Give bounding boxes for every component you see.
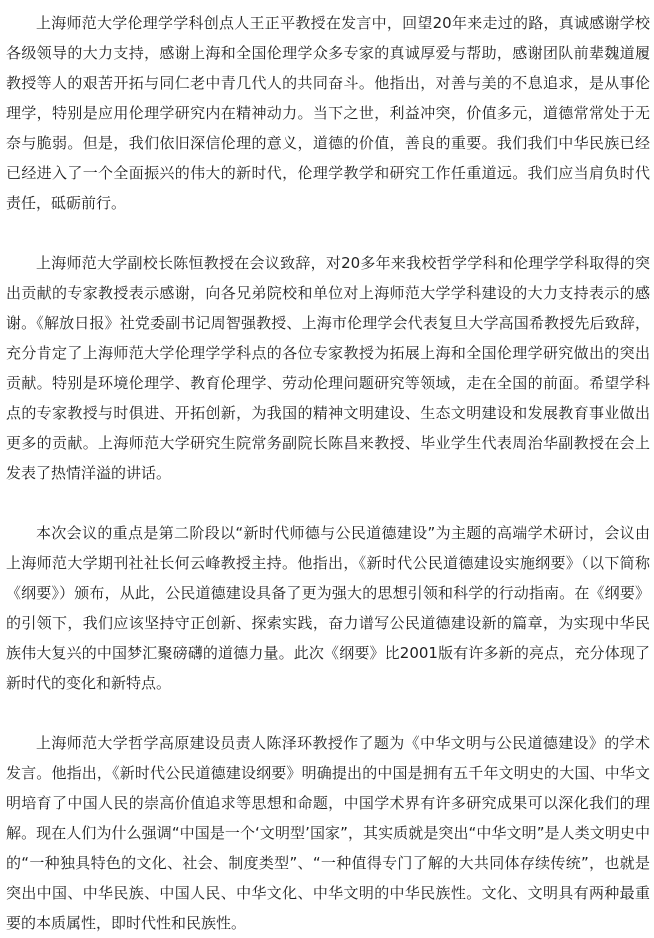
paragraph-chen-zehuan-speech: 上海师范大学哲学高原建设员责人陈泽环教授作了题为《中华文明与公民道德建设》的学术发言。他指出，《新时代公民道德建设纲要》明确提出的中国是拥有五千年文明史的大国、中华文明培育了中国人民的崇高价值追求等思想和命题，中国学术界有许多研究成果可以深化我们的理解。现在人们为什么强调“中国是一个‘文明型’国家”，其实质就是突出“中华文明”是人类文明史中的“一种独具特色的文化、社会、制度类型”、“一种值得专门了解的大共同体存续传统”，也就是突出中国、中华民族、中国人民、中华文化、中华文明的中华民族性。文化、文明具有两种最重要的本质属性，即时代性和民族性。 (6, 734, 650, 932)
paragraph-wang-zhengping-speech: 上海师范大学伦理学学科创点人王正平教授在发言中，回望20年来走过的路，真诚感谢学校各级领导的大力支持，感谢上海和全国伦理学众多专家的真诚厚爱与帮助，感谢团队前辈魏道履教授等人的艰苦开拓与同仁老中青几代人的共同奋斗。他指出，对善与美的不息追求，是从事伦理学，特别是应用伦理学研究内在精神动力。当下之世，利益冲突，价值多元，道德常常处于无奈与脆弱。但是，我们依旧深信伦理的意义，道德的价值，善良的重要。我们我们中华民族已经已经进入了一个全面振兴的伟大的新时代，伦理学教学和研究工作任重道远。我们应当肩负时代责任，砥砺前行。 (6, 14, 650, 212)
paragraph-seminar-focus: 本次会议的重点是第二阶段以“新时代师德与公民道德建设”为主题的高端学术研讨，会议由上海师范大学期刊社社长何云峰教授主持。他指出，《新时代公民道德建设实施纲要》（以下简称《纲要》）颁布，从此，公民道德建设具备了更为强大的思想引领和科学的行动指南。在《纲要》的引领下，我们应该坚持守正创新、探索实践，奋力谱写公民道德建设新的篇章，为实现中华民族伟大复兴的中国梦汇聚磅礴的道德力量。此次《纲要》比2001版有许多新的亮点，充分体现了新时代的变化和新特点。 (6, 524, 650, 692)
paragraph-vice-president-address: 上海师范大学副校长陈恒教授在会议致辞，对20多年来我校哲学学科和伦理学学科取得的突出贡献的专家教授表示感谢，向各兄弟院校和单位对上海师范大学学科建设的大力支持表示的感谢。《解放日报》社党委副书记周智强教授、上海市伦理学会代表复旦大学高国希教授先后致辞，充分肯定了上海师范大学伦理学学科点的各位专家教授为拓展上海和全国伦理学研究做出的突出贡献。特别是环境伦理学、教育伦理学、劳动伦理问题研究等领域，走在全国的前面。希望学科点的专家教授与时俱进、开拓创新，为我国的精神文明建设、生态文明建设和发展教育事业做出更多的贡献。上海师范大学研究生院常务副院长陈昌来教授、毕业学生代表周治华副教授在会上发表了热情洋溢的讲话。 (6, 254, 650, 482)
